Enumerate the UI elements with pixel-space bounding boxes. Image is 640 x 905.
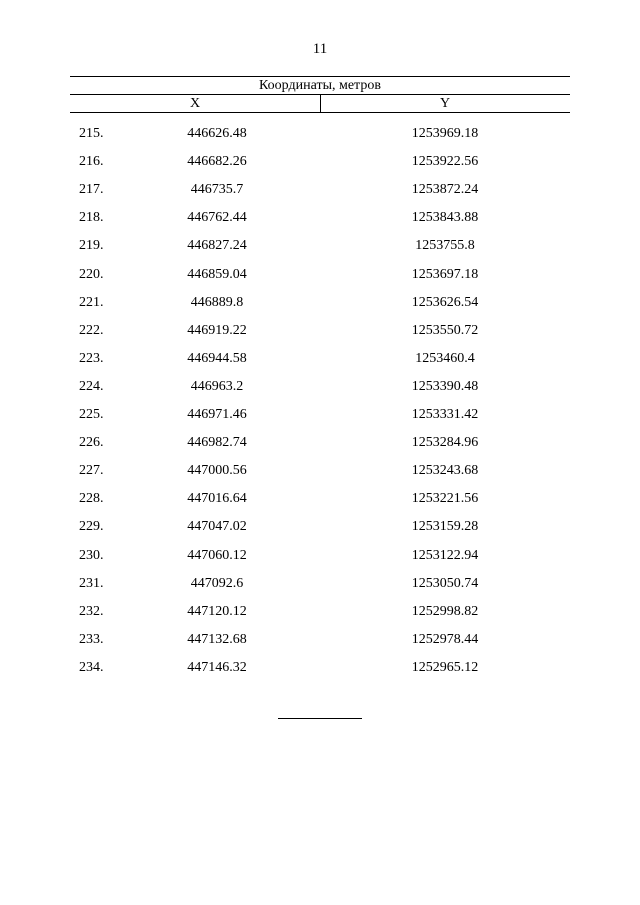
row-number: 219. <box>79 238 104 254</box>
row-number: 233. <box>79 631 104 647</box>
row-number: 225. <box>79 407 104 422</box>
y-coordinate: 1253843.88 <box>411 210 479 226</box>
footer-separator <box>278 718 362 719</box>
x-coordinate: 447092.6 <box>190 575 244 591</box>
y-coordinate: 1253331.42 <box>411 407 479 422</box>
y-coordinate: 1253755.8 <box>415 238 475 254</box>
x-coordinate: 447016.64 <box>187 491 247 507</box>
row-number: 226. <box>79 435 104 451</box>
table-row <box>70 463 570 491</box>
table-row <box>70 295 570 323</box>
row-number: 231. <box>79 575 104 591</box>
x-coordinate: 447047.02 <box>187 519 247 535</box>
row-number: 223. <box>79 350 104 366</box>
table-row <box>70 491 570 519</box>
x-coordinate: 446944.58 <box>187 350 247 366</box>
x-coordinate: 446626.48 <box>187 126 247 141</box>
y-coordinate: 1253626.54 <box>411 294 479 310</box>
row-number: 229. <box>79 519 104 535</box>
y-coordinate: 1253243.68 <box>411 463 479 479</box>
table-row <box>70 379 570 407</box>
coordinates-group-header: Координаты, метров <box>259 78 381 93</box>
x-coordinate: 447132.68 <box>187 631 247 647</box>
y-coordinate: 1252998.82 <box>411 603 479 619</box>
y-coordinate: 1253550.72 <box>411 322 479 338</box>
table-row <box>70 154 570 182</box>
row-number: 215. <box>79 126 104 141</box>
page-number: 11 <box>312 41 328 57</box>
header-bottom-rule <box>70 112 570 113</box>
column-header-y: Y <box>439 96 451 111</box>
table-row <box>70 548 570 576</box>
table-row <box>70 126 570 154</box>
table-row <box>70 407 570 435</box>
row-number: 222. <box>79 322 104 338</box>
x-coordinate: 447060.12 <box>187 547 247 563</box>
table-row <box>70 210 570 238</box>
x-coordinate: 446889.8 <box>190 294 244 310</box>
y-coordinate: 1253221.56 <box>411 491 479 507</box>
row-number: 234. <box>79 659 104 675</box>
x-coordinate: 446827.24 <box>187 238 247 254</box>
x-coordinate: 446963.2 <box>190 378 244 394</box>
y-coordinate: 1253122.94 <box>411 547 479 563</box>
table-top-rule <box>70 76 570 77</box>
x-coordinate: 446682.26 <box>187 154 247 170</box>
row-number: 228. <box>79 491 104 507</box>
y-coordinate: 1253872.24 <box>411 182 479 198</box>
row-number: 227. <box>79 463 104 479</box>
y-coordinate: 1253697.18 <box>411 266 479 282</box>
table-row <box>70 660 570 688</box>
row-number: 220. <box>79 266 104 282</box>
row-number: 232. <box>79 603 104 619</box>
row-number: 216. <box>79 154 104 170</box>
table-row <box>70 238 570 266</box>
y-coordinate: 1253390.48 <box>411 378 479 394</box>
table-row <box>70 351 570 379</box>
x-coordinate: 447000.56 <box>187 463 247 479</box>
row-number: 217. <box>79 182 104 198</box>
table-row <box>70 632 570 660</box>
y-coordinate: 1252965.12 <box>411 659 479 675</box>
x-coordinate: 446859.04 <box>187 266 247 282</box>
x-coordinate: 447120.12 <box>187 603 247 619</box>
row-number: 230. <box>79 547 104 563</box>
y-coordinate: 1253159.28 <box>411 519 479 535</box>
table-row <box>70 435 570 463</box>
table-row <box>70 519 570 547</box>
x-coordinate: 446982.74 <box>187 435 247 451</box>
row-number: 218. <box>79 210 104 226</box>
column-header-x: X <box>189 96 201 111</box>
row-number: 221. <box>79 294 104 310</box>
table-row <box>70 604 570 632</box>
row-number: 224. <box>79 378 104 394</box>
x-coordinate: 446919.22 <box>187 322 247 338</box>
table-row <box>70 323 570 351</box>
y-coordinate: 1252978.44 <box>411 631 479 647</box>
table-row <box>70 182 570 210</box>
x-coordinate: 446762.44 <box>187 210 247 226</box>
x-coordinate: 446971.46 <box>187 407 247 422</box>
y-coordinate: 1253460.4 <box>415 350 475 366</box>
y-coordinate: 1253922.56 <box>411 154 479 170</box>
y-coordinate: 1253284.96 <box>411 435 479 451</box>
table-row <box>70 576 570 604</box>
x-coordinate: 447146.32 <box>187 659 247 675</box>
y-coordinate: 1253050.74 <box>411 575 479 591</box>
x-coordinate: 446735.7 <box>190 182 244 198</box>
y-coordinate: 1253969.18 <box>411 126 479 141</box>
table-row <box>70 267 570 295</box>
